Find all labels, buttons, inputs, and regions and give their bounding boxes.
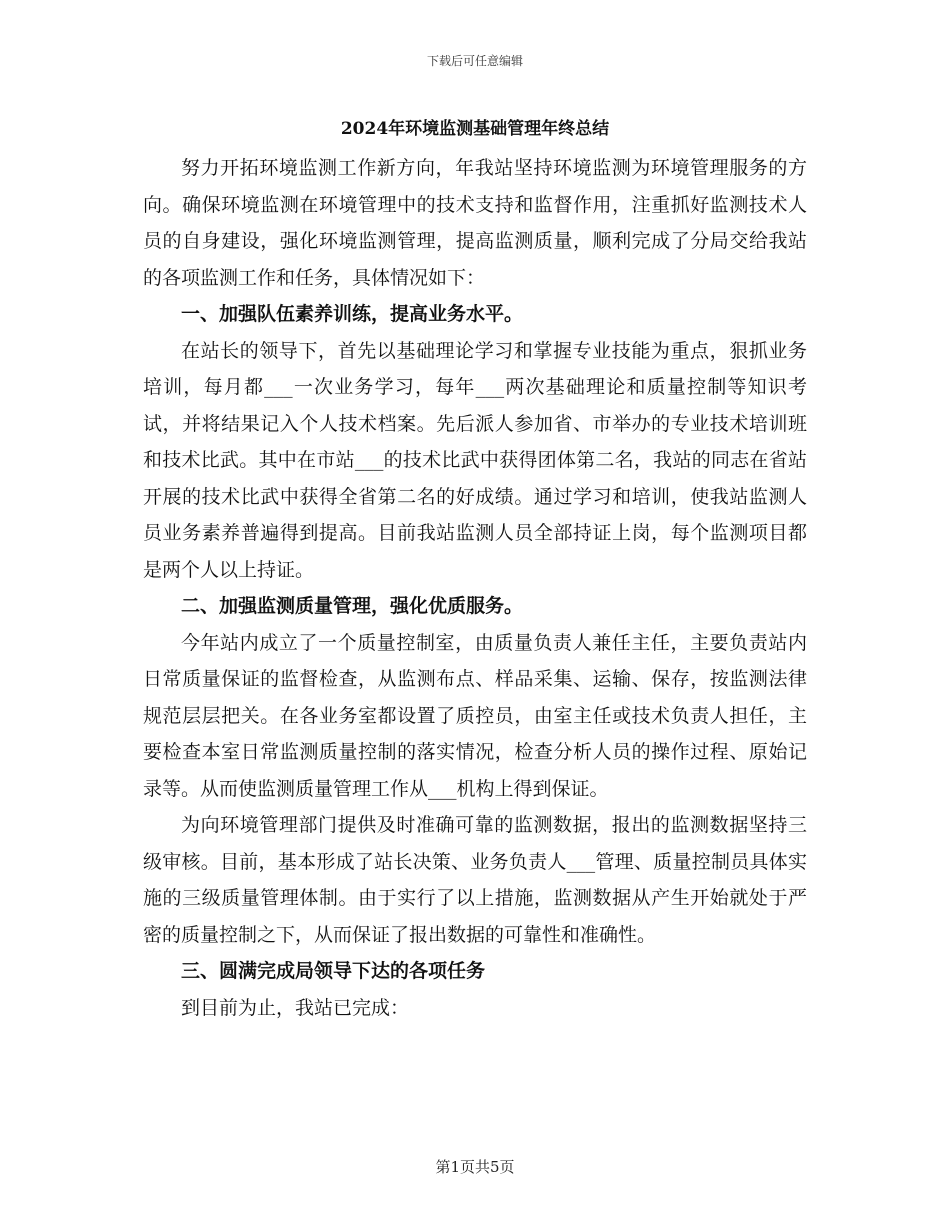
document-body	[143, 150, 807, 1026]
section-heading: 三、圆满完成局领导下达的各项任务	[181, 960, 486, 982]
paragraph: 今年站内成立了一个质量控制室，由质量负责人兼任主任，主要负责站内日常质量保证的监督检查，从监测布点、样品采集、运输、保存，按监测法律规范层层把关。在各业务室都设置了质控员，由室主任或技术负责人担任，主要检查本室日常监测质量控制的落实情况，检查分析人员的操作过程、原始记录等。从而使监测质量管理工作从___机构上得到保证。	[143, 631, 807, 800]
section-heading: 一、加强队伍素养训练，提高业务水平。	[181, 303, 524, 325]
section-heading: 二、加强监测质量管理，强化优质服务。	[181, 595, 524, 617]
paragraph: 到目前为止，我站已完成：	[181, 996, 410, 1019]
paragraph: 努力开拓环境监测工作新方向，年我站坚持环境监测为环境管理服务的方向。确保环境监测在环境管理中的技术支持和监督作用，注重抓好监测技术人员的自身建设，强化环境监测管理，提高监测质量，顺利完成了分局交给我站的各项监测工作和任务，具体情况如下：	[143, 157, 807, 289]
paragraph: 为向环境管理部门提供及时准确可靠的监测数据，报出的监测数据坚持三级审核。目前，基本形成了站长决策、业务负责人___管理、质量控制员具体实施的三级质量管理体制。由于实行了以上措施，监测数据从产生开始就处于严密的质量控制之下，从而保证了报出数据的可靠性和准确性。	[143, 814, 807, 946]
page-footer: 第1页共5页	[435, 1158, 515, 1176]
header-note: 下载后可任意编辑	[426, 54, 523, 68]
document-title: 2024年环境监测基础管理年终总结	[340, 119, 610, 139]
paragraph: 在站长的领导下，首先以基础理论学习和掌握专业技能为重点，狠抓业务培训，每月都___一次业务学习，每年___两次基础理论和质量控制等知识考试，并将结果记入个人技术档案。先后派人参加省、市举办的专业技术培训班和技术比武。其中在市站___的技术比武中获得团体第二名，我站的同志在省站开展的技术比武中获得全省第二名的好成绩。通过学习和培训，使我站监测人员业务素养普遍得到提高。目前我站监测人员全部持证上岗，每个监测项目都是两个人以上持证。	[143, 339, 807, 581]
